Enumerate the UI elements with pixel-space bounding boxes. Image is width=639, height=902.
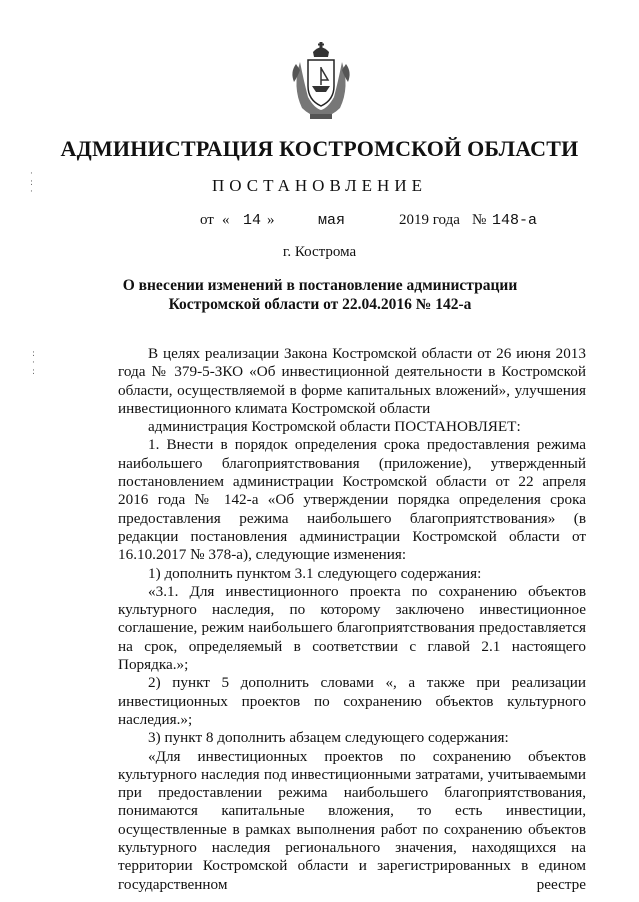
coat-of-arms-emblem <box>288 42 354 122</box>
quote-close: » <box>267 212 275 228</box>
document-subject <box>110 276 530 314</box>
paragraph: администрация Костромской области ПОСТАНОВЛЯЕТ: <box>148 418 521 436</box>
date-month: мая <box>318 212 346 229</box>
paragraph: «3.1. Для инвестиционного проекта по сохранению объектов культурного наследия, по которому заключено инвестиционное соглашение, режим наибольшего благоприятствования предоставляется на срок, определяемый в соответствии с главой 2.1 настоящего Порядка.»; <box>118 582 586 674</box>
subject-line-1: О внесении изменений в постановление администрации <box>122 277 518 294</box>
paragraph: В целях реализации Закона Костромской области от 26 июня 2013 года № 379-5-ЗКО «Об инвестиционной деятельности в Костромской области, осуществляемой в форме капитальных вложений», улучшения инвестиционного климата Костромской области <box>118 345 586 417</box>
document-number: 148-а <box>492 212 538 229</box>
paragraph: 2) пункт 5 дополнить словами «, а также при реализации инвестиционных проектов по сохранению объектов культурного наследия.»; <box>118 674 586 728</box>
scan-margin-mark: · : · <box>30 169 34 197</box>
number-sign: № <box>472 212 487 228</box>
date-prefix: от <box>200 212 214 228</box>
date-day: 14 <box>243 212 262 229</box>
subject-line-2: Костромской области от 22.04.2016 № 142-а <box>168 296 472 313</box>
date-year: 2019 года <box>399 212 460 228</box>
paragraph: 3) пункт 8 дополнить абзацем следующего содержания: <box>148 729 509 747</box>
paragraph: 1) дополнить пунктом 3.1 следующего содержания: <box>148 564 482 582</box>
document-type: ПОСТАНОВЛЕНИЕ <box>211 176 427 195</box>
city: г. Кострома <box>282 244 357 260</box>
scan-margin-mark: : · : <box>32 349 36 377</box>
document-body <box>118 345 586 894</box>
organization-title: АДМИНИСТРАЦИЯ КОСТРОМСКОЙ ОБЛАСТИ <box>60 136 579 161</box>
paragraph: 1. Внести в порядок определения срока предоставления режима наибольшего благоприятствования (приложение), утвержденный постановлением администрации Костромской области от 22 апреля 2016 года № 142-а «Об утверждении порядка определения срока предоставления режима наибольшего благоприятствования» (в редакции постановления администрации Костромской области от 16.10.2017 № 378-а), следующие изменения: <box>118 436 586 564</box>
quote-open: « <box>222 212 230 228</box>
paragraph: «Для инвестиционных проектов по сохранению объектов культурного наследия под инвестиционными затратами, учитываемыми при предоставлении режима наибольшего благоприятствования, понимаются капитальные вложения, то есть инвестиции, осуществленные в рамках выполнения работ по сохранению объектов культурного наследия регионального значения, находящихся на территории Костромской области и зарегистрированных в едином государственном реестре <box>118 747 586 893</box>
